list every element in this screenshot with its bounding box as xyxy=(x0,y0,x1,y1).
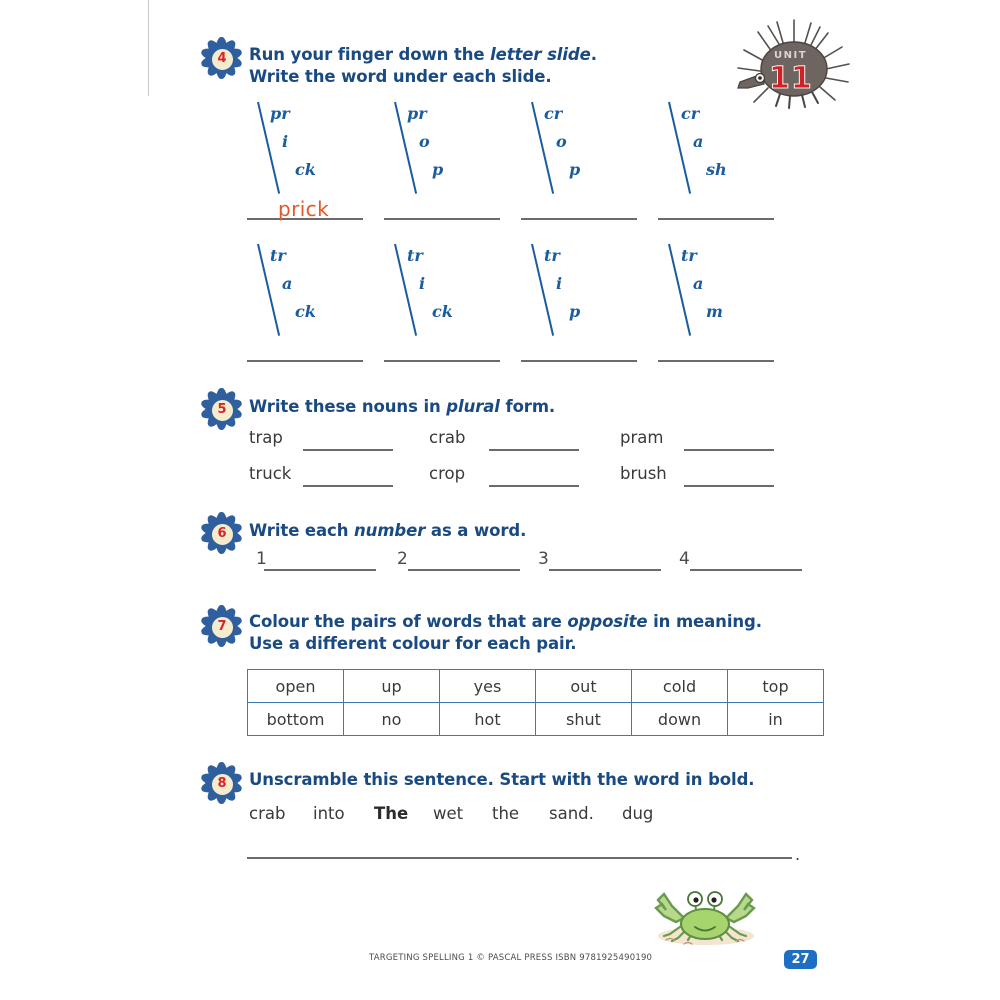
scrambled-word-sand: sand. xyxy=(549,804,594,823)
question-badge-5 xyxy=(199,387,243,431)
noun-trap: trap xyxy=(249,428,283,447)
question-8-instruction xyxy=(249,768,754,791)
question-number-7: 7 xyxy=(211,616,234,639)
letter-slide-7 xyxy=(526,244,646,334)
table-cell-cold[interactable]: cold xyxy=(632,670,728,703)
scrambled-word-crab: crab xyxy=(249,804,286,823)
question-4-instruction-line1 xyxy=(249,43,597,66)
noun-crab: crab xyxy=(429,428,466,447)
q7-emphasis: opposite xyxy=(567,612,648,631)
number-label-4: 4 xyxy=(679,549,690,569)
answer-line-5[interactable] xyxy=(247,360,363,362)
slide-letters-top: cr xyxy=(681,104,700,123)
table-cell-in[interactable]: in xyxy=(728,703,824,736)
q5-text-a: Write these nouns in xyxy=(249,397,447,416)
answer-line-3[interactable] xyxy=(521,218,637,220)
slide-letters-bottom: ck xyxy=(295,302,316,321)
slide-letters-mid: o xyxy=(419,132,430,151)
answer-line-6[interactable] xyxy=(384,360,500,362)
unit-badge-echidna xyxy=(722,16,862,116)
letter-slide-2 xyxy=(389,102,509,192)
noun-truck: truck xyxy=(249,464,292,483)
slide-letters-mid: a xyxy=(693,274,704,293)
q6-text-b: as a word. xyxy=(425,521,527,540)
scrambled-word-the: the xyxy=(492,804,520,823)
number-label-3: 3 xyxy=(538,549,549,569)
table-cell-top[interactable]: top xyxy=(728,670,824,703)
slide-letters-top: pr xyxy=(407,104,427,123)
table-cell-hot[interactable]: hot xyxy=(440,703,536,736)
table-row xyxy=(248,670,824,703)
answer-line-2[interactable] xyxy=(384,218,500,220)
page-number-badge: 27 xyxy=(784,950,817,969)
plural-answer-line-1[interactable] xyxy=(303,449,393,451)
question-number-8: 8 xyxy=(211,773,234,796)
table-cell-shut[interactable]: shut xyxy=(536,703,632,736)
table-row xyxy=(248,703,824,736)
slide-letters-top: tr xyxy=(407,246,423,265)
plural-answer-line-3[interactable] xyxy=(684,449,774,451)
q6-emphasis: number xyxy=(354,521,426,540)
table-cell-open[interactable]: open xyxy=(248,670,344,703)
q8-text-b: . xyxy=(748,770,755,789)
q5-emphasis: plural xyxy=(446,397,500,416)
q5-text-b: form. xyxy=(499,397,556,416)
scrambled-word-dug: dug xyxy=(622,804,654,823)
q6-text-a: Write each xyxy=(249,521,355,540)
sentence-answer-line[interactable] xyxy=(247,857,792,859)
footer-copyright: TARGETING SPELLING 1 © PASCAL PRESS ISBN 9781925490190 xyxy=(369,953,653,963)
scrambled-word-into: into xyxy=(313,804,345,823)
slide-letters-top: tr xyxy=(681,246,697,265)
q7-text-b: in meaning. xyxy=(647,612,762,631)
q8-text-a: Unscramble this sentence. Start with the word in xyxy=(249,770,709,789)
noun-crop: crop xyxy=(429,464,466,483)
number-word-line-3[interactable] xyxy=(549,569,661,571)
slide-letters-top: pr xyxy=(270,104,290,123)
question-number-5: 5 xyxy=(211,399,234,422)
crab-illustration xyxy=(640,878,770,948)
plural-answer-line-6[interactable] xyxy=(684,485,774,487)
question-6-instruction xyxy=(249,519,526,542)
table-cell-bottom[interactable]: bottom xyxy=(248,703,344,736)
number-word-line-1[interactable] xyxy=(264,569,376,571)
question-badge-4 xyxy=(199,36,243,80)
slide-letters-bottom: p xyxy=(432,160,444,179)
letter-slide-8 xyxy=(663,244,783,334)
question-7-instruction-line1 xyxy=(249,610,762,633)
unit-label: UNIT xyxy=(774,50,808,61)
slide-letters-mid: a xyxy=(282,274,293,293)
table-cell-yes[interactable]: yes xyxy=(440,670,536,703)
slide-letters-mid: i xyxy=(282,132,289,151)
q4-text-b: . xyxy=(590,45,597,64)
plural-answer-line-5[interactable] xyxy=(489,485,579,487)
table-cell-down[interactable]: down xyxy=(632,703,728,736)
question-badge-8 xyxy=(199,761,243,805)
answer-word-1: prick xyxy=(278,197,330,221)
slide-letters-bottom: p xyxy=(569,302,581,321)
question-5-instruction xyxy=(249,395,555,418)
opposites-table xyxy=(247,669,824,736)
answer-line-8[interactable] xyxy=(658,360,774,362)
slide-letters-bottom: sh xyxy=(706,160,727,179)
slide-letters-top: tr xyxy=(270,246,286,265)
answer-line-7[interactable] xyxy=(521,360,637,362)
plural-answer-line-2[interactable] xyxy=(489,449,579,451)
number-label-2: 2 xyxy=(397,549,408,569)
table-cell-out[interactable]: out xyxy=(536,670,632,703)
slide-letters-bottom: ck xyxy=(295,160,316,179)
letter-slide-6 xyxy=(389,244,509,334)
scrambled-word-the-bold: The xyxy=(374,804,409,823)
slide-letters-top: tr xyxy=(544,246,560,265)
slide-letters-mid: o xyxy=(556,132,567,151)
left-margin-rule xyxy=(148,0,149,96)
question-badge-7 xyxy=(199,604,243,648)
letter-slide-3 xyxy=(526,102,646,192)
q4-emphasis: letter slide xyxy=(490,45,591,64)
sentence-period: . xyxy=(795,845,801,864)
q8-emphasis: bold xyxy=(708,770,749,789)
slide-letters-bottom: p xyxy=(569,160,581,179)
question-4-instruction-line2: Write the word under each slide. xyxy=(249,67,552,86)
slide-letters-bottom: m xyxy=(706,302,723,321)
letter-slide-1 xyxy=(252,102,372,192)
slide-letters-mid: i xyxy=(419,274,426,293)
letter-slide-5 xyxy=(252,244,372,334)
slide-letters-bottom: ck xyxy=(432,302,453,321)
slide-letters-mid: i xyxy=(556,274,563,293)
answer-line-4[interactable] xyxy=(658,218,774,220)
unit-number: 11 xyxy=(769,61,813,96)
question-badge-6 xyxy=(199,511,243,555)
table-cell-up[interactable]: up xyxy=(344,670,440,703)
q7-text-a: Colour the pairs of words that are xyxy=(249,612,568,631)
question-7-instruction-line2: Use a different colour for each pair. xyxy=(249,634,577,653)
q4-text-a: Run your finger down the xyxy=(249,45,491,64)
scrambled-word-wet: wet xyxy=(433,804,464,823)
table-cell-no[interactable]: no xyxy=(344,703,440,736)
letter-slide-4 xyxy=(663,102,783,192)
question-number-4: 4 xyxy=(211,48,234,71)
noun-pram: pram xyxy=(620,428,664,447)
slide-letters-mid: a xyxy=(693,132,704,151)
number-word-line-4[interactable] xyxy=(690,569,802,571)
question-number-6: 6 xyxy=(211,523,234,546)
noun-brush: brush xyxy=(620,464,667,483)
slide-letters-top: cr xyxy=(544,104,563,123)
number-label-1: 1 xyxy=(256,549,267,569)
plural-answer-line-4[interactable] xyxy=(303,485,393,487)
number-word-line-2[interactable] xyxy=(408,569,520,571)
